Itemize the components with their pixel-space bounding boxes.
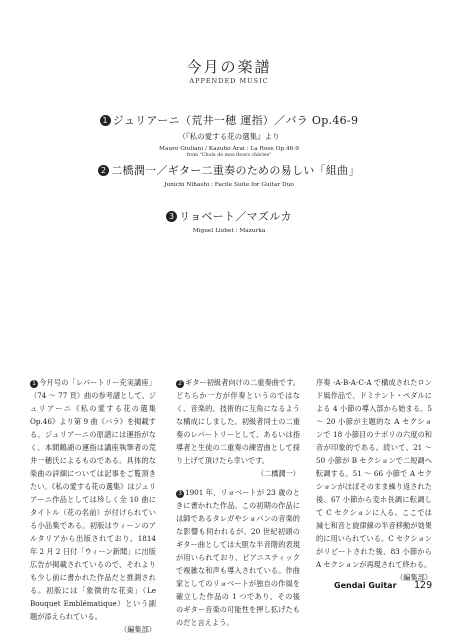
note-number-badge: 3: [176, 490, 184, 498]
entry-source: from "Choix de mes fleurs chéries": [186, 153, 272, 158]
note-text: 今月号の「レパートリー充実講座」（74 ～ 77 頁）曲の参考譜として、ジュリアーニ《私の愛する花の選集 Op.46》より第 9 曲《バラ》を掲載する。ジュリアーニの原譜には運指がなく、本間鶴湖の運指は講座執筆者の荒井一穂氏によるものである。具体的な楽曲の詳細については記事をご覧頂きたい。《私の愛する花の選集》はジュリアーニ作品としては珍しく全 10 曲にタイトル（花の名前）が付けられている小品集である。初版はウィーンのアルタリアから出版されており、1814 年 2 月 2 日付「ウィーン新聞」に出版広告が掲載されているので、それよりも少し前に書かれた作品だと推測される。初版には「象徴的な花束」（Le Bouquet Emblématique）という副題が添えられている。: [30, 378, 156, 621]
entry-subtitle: （『私の愛する花の選集』より: [178, 132, 280, 141]
entry-title: ジュリアーニ（荒井一穂 運指）／バラ Op.46-9: [112, 114, 359, 127]
notes-column-2: [176, 376, 300, 629]
note-number-badge: 2: [176, 380, 184, 388]
entry-roman-title: Mauro Giuliani / Kazuho Arai : La Rose Op.46-9: [159, 146, 299, 152]
entry-roman-title: Miguel Llobet : Mazurka: [192, 228, 266, 234]
music-entry-3: [0, 208, 458, 234]
entry-title: 二橋潤一／ギター二重奏のための易しい「組曲」: [111, 164, 360, 177]
entry-roman-title: Junichi Nihashi : Facile Suite for Guitar Duo: [164, 182, 294, 188]
entry-title: リョベート／マズルカ: [179, 210, 292, 223]
page-title: 今月の楽譜: [186, 58, 272, 76]
notes-column-3: [316, 376, 432, 584]
notes-column-1: [30, 376, 156, 636]
entry-number-badge: 3: [166, 211, 177, 222]
page-subtitle: APPENDED MUSIC: [189, 77, 269, 85]
music-entry-1: [0, 112, 458, 158]
note-signature: （編集部）: [396, 573, 432, 582]
note-text: 1901 年、リョベートが 23 歳のときに書かれた作品。この初期の作品には師であるタレガやショパンの音楽的な影響も伺われるが、20 世紀初頭のギター曲としては大胆な半音階的表現が用いられており、ピアニスティックで複雑な和声も導入されている。作曲家としてのリョベートが独自の作風を確立した作品の 1 つであり、その後のギター音楽の可能性を押し拡げたものだと言えよう。: [176, 488, 300, 627]
magazine-name: Gendai Guitar: [334, 581, 397, 590]
note-signature: （編集部）: [120, 625, 156, 634]
note-text: 序奏 -A-B-A-C-A で構成されたロンド風作品で、ドミナント・ペダルによる 4 小節の導入部から始まる。5 ～ 20 小節が主題的な A セクションで 18 小節目のナポリの六度の和音が印象的である。続いて、21 ～ 50 小節が B セクションで二短調へ転調する。51 ～ 66 小節で A セクションがほぼそのまま繰り返された後、67 小節から変ホ長調に転調して C セクションに入る。ここでは減七和音と旋律線の半音移動が効果的に用いられている。C セクションがリピートされた後、83 小節から A セクションが再現されて終わる。: [316, 378, 432, 569]
entry-number-badge: 1: [100, 115, 111, 126]
entry-number-badge: 2: [98, 165, 109, 176]
music-entry-2: [0, 162, 458, 188]
note-signature: （二橋潤一）: [256, 469, 300, 478]
page-number: 129: [414, 580, 433, 591]
note-number-badge: 1: [30, 380, 38, 388]
note-text: ギター初級者向けの二重奏曲です。どちらか一方が伴奏というのではなく、音楽的、技術的に互角になるような構成にしました。初級者同士の二重奏のレパートリーとして、あるいは指導者と生徒の二重奏の練習曲として採り上げて頂けたら幸いです。: [176, 378, 300, 465]
